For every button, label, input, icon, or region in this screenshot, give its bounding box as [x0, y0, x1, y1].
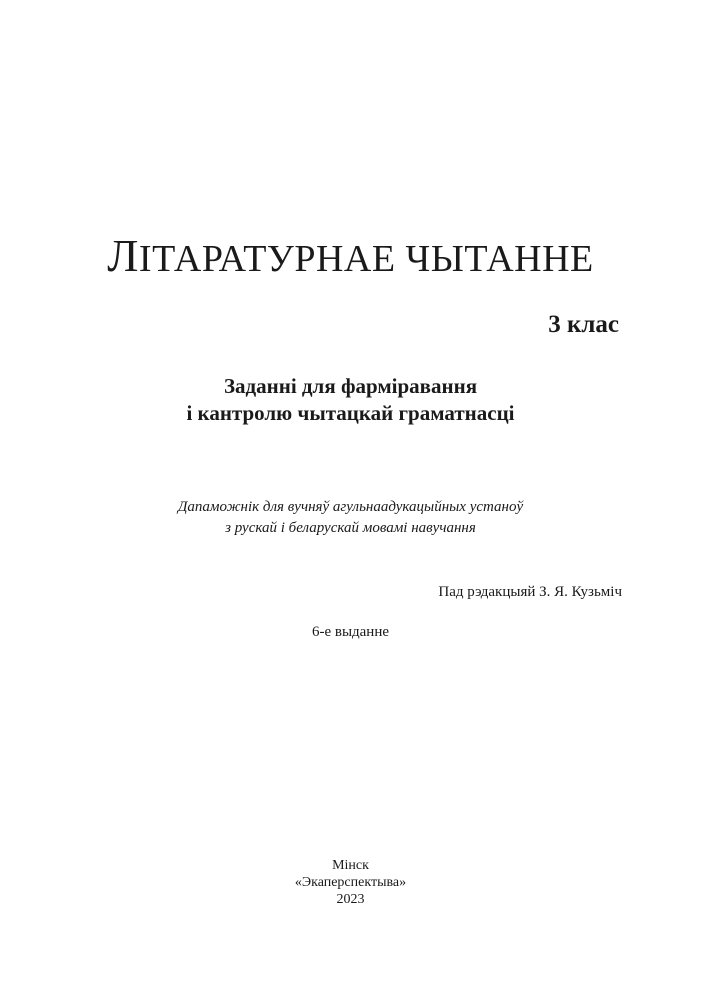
imprint-publisher: «Экаперспектыва» [294, 875, 407, 890]
book-title-initial: Л [107, 230, 139, 281]
book-title-rest: ІТАРАТУРНАЕ ЧЫТАННЕ [138, 238, 594, 280]
edition-number: 6-е выданне [311, 624, 390, 640]
book-description [0, 497, 701, 539]
editor-credit: Пад рэдакцыяй З. Я. Кузьміч [438, 584, 622, 600]
subtitle-line-2: і кантролю чытацкай граматнасці [186, 401, 515, 425]
subtitle-line-1: Заданні для фарміравання [223, 374, 478, 398]
grade-label: 3 клас [548, 311, 619, 338]
imprint-city: Мінск [332, 858, 369, 873]
book-subtitle [0, 373, 701, 427]
description-line-2: з рускай і беларускай мовамі навучання [225, 520, 476, 536]
book-title [0, 230, 701, 281]
imprint [0, 857, 701, 908]
imprint-year: 2023 [336, 892, 365, 907]
description-line-1: Дапаможнік для вучняў агульнаадукацыйных устаноў [177, 499, 524, 515]
